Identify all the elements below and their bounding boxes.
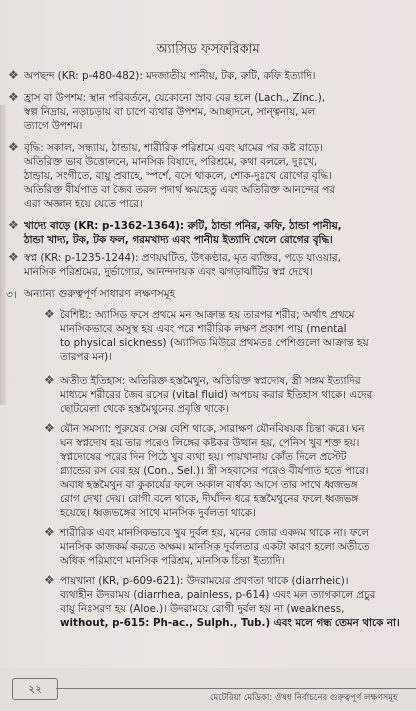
physical-line-1: শারীরিক এবং মানসিকভাবে খুব দুর্বল হয়, মনের জোর একদম থাকে না। ফলে: [60, 527, 369, 539]
bullet-icon: ❖: [44, 421, 55, 435]
stool-line-2: ব্যথাহীন উদরাময় (diarrhea, painless, p-614) এবং মল ত্যাগকালে প্রচুর: [60, 589, 376, 601]
bullet-icon: ❖: [44, 525, 55, 539]
amelioration-line-2: স্বল্প নিদ্রায়, নড়াচড়ায় বা চাপে ব্যথার উপশম, আচ্ছাদনে, সান্ত্বনায়, মল: [24, 106, 316, 118]
bullet-icon: ❖: [44, 573, 55, 587]
worse-line-3: ঠান্ডায়, সংগীতে, বায়ু প্রবাহে, স্পর্শে, বসে থাকলে, শোক-দুঃখে রোগের বৃদ্ধি।: [24, 170, 332, 182]
stool-line-4: without, p-615: Ph-ac., Sulph., Tub.) এবং মলে গন্ধ তেমন থাকে না।: [60, 617, 400, 629]
bullet-icon: ❖: [8, 218, 19, 232]
bullet-icon: ❖: [8, 140, 19, 154]
bullet-icon: ❖: [44, 373, 55, 387]
food-line-1: খাদ্যে বাড়ে (KR: p-1362-1364): রুটি, ঠান্ডা পনির, কফি, ঠান্ডা পানীয়,: [24, 220, 342, 232]
physical-line-2: মানসিক কাজকর্ম করতে অক্ষম। মানসিক দুর্বলতার একটা কারণ হলো অতীতে: [60, 541, 370, 553]
section-heading: অন্যান্য গুরুত্বপূর্ণ সাধারণ লক্ষণসমূহ: [24, 288, 176, 300]
footer-rule: [56, 688, 416, 689]
sexual-line-4: গ্ল্যান্ডের রস বের হয় (Con., Sel.)। স্ত্রী সহবাসের পরেও বীর্যপাত হতে পারে।: [60, 465, 369, 477]
bullet-icon: ❖: [44, 307, 55, 321]
worse-line-5: এরা অজ্ঞান হয়ে যেতে পারে।: [24, 198, 143, 210]
page-number: ২২: [12, 678, 58, 700]
sexual-line-2: ঘন স্বপ্নদোষ হয় তার পরেও লিঙ্গের কষ্টকর উত্থান হয়, পেনিস খুব শক্ত হয়।: [60, 437, 360, 449]
sexual-line-6: রোগ দেখা দেয়। রোগী বলে থাকে, দীর্ঘদিন ধরে হস্তমৈথুনের ফলে ধ্বজভঙ্গ: [60, 493, 359, 505]
sexual-line-7: হয়েছে। ধ্বজভঙ্গের সাথে মানসিক দুর্বলতা থাকে।: [60, 507, 256, 519]
history-line-1: অতীত ইতিহাস: অতিরিক্ত হস্তমৈথুন, অতিরিক্ত স্বপ্নদোষ, স্ত্রী সঙ্গম ইত্যাদির: [60, 375, 361, 387]
stool-line-3: বায়ু নিঃসরণ হয় (Aloe.)। উদরাময়ে রোগী দুর্বল হয় না (weakness,: [60, 603, 345, 615]
sexual-line-5: অবাধ হস্তমৈথুন বা কুকার্যের ফলে অকাল বার্ধক্য আসে তার সাথে ধ্বজভঙ্গ: [60, 479, 358, 491]
page-title: অ্যাসিড ফসফরিকাম: [156, 42, 260, 57]
speciality-line-1: বৈশিষ্ট্য: অ্যাসিড ফসে প্রথমে মন আক্রান্ত হয় তারপর শরীর; অর্থাৎ প্রথমে: [60, 309, 355, 321]
worse-line-4: অতিরিক্ত বীর্যপাত বা জৈব তরল পদার্থ ক্ষয়হেতু এবং অতিরিক্ত আনন্দের পর: [24, 184, 335, 196]
bullet-icon: ❖: [8, 250, 19, 264]
stool-line-1: পায়খানা (KR, p-609-621): উদরাময়ের প্রবণতা থাকে (diarrheic)।: [60, 575, 349, 587]
worse-line-2: অতিরিক্ত ভাব উত্তোলনে, মানসিক বিষাদে, পরিশ্রমে, কথা বললে, দুঃখে,: [24, 156, 318, 168]
amelioration-line-3: ত্যাগে উপশম।: [24, 120, 83, 132]
bullet-icon: ❖: [8, 68, 19, 82]
aggravation-line-1: অপছন্দ (KR: p-480-482): মদজাতীয় পানীয়, টক, রুটি, কফি ইত্যাদি।: [24, 70, 316, 82]
sexual-line-3: স্বপ্নদোষের পরের দিন পিঠে খুব ব্যথা হয়। পায়খানায় কোঁত দিলে প্রস্টেট: [60, 451, 347, 463]
speciality-line-2: মানসিকভাবে অসুস্থ হয় এবং পরে শারীরিক লক্ষণ প্রকাশ পায় (mental: [60, 323, 347, 335]
food-line-2: ঠান্ডা খাদ্য, টক, টক ফল, গরমখাদ্য এবং পানীয় ইত্যাদি খেলে রোগের বৃদ্ধি।: [24, 234, 333, 246]
history-line-2: মাধ্যমে শরীরের জৈব রসের (vital fluid) অপচয় করার ইতিহাস থাকে। এদের: [60, 389, 373, 401]
dream-line-2: মানসিক পরিশ্রমের, দুর্ভাগ্যের, আনন্দদায়ক এবং ঝগড়াঝাঁটির স্বপ্ন দেখে।: [24, 266, 313, 278]
speciality-line-4: তারপর মন)।: [60, 351, 112, 363]
physical-line-3: অধিক পরিমাণে মানসিক পরিশ্রম, মানসিক চিন্তা ইত্যাদি।: [60, 555, 285, 567]
worse-line-1: বৃদ্ধি: সকাল, সন্ধ্যায়, ঠান্ডায়, শারীরিক পরিশ্রমে এবং ঘামের পর কষ্ট বাড়ে।: [24, 142, 323, 154]
bullet-icon: ❖: [8, 90, 19, 104]
footer-text: মেটেরিয়া মেডিকা: ঔষধ নির্বাচনের গুরুত্বপূর্ণ লক্ষণসমূহ: [210, 693, 398, 703]
speciality-line-3: to physical sickness) (অ্যাসিড মিউরে প্রথমতঃ পেশিগুলো আক্রান্ত হয়: [60, 337, 369, 349]
history-line-3: ছোটবেলা থেকে হস্তমৈথুনের প্রবৃত্তি থাকে।: [60, 403, 229, 415]
amelioration-line-1: হ্রাস বা উপশম: স্থান পরিবর্তনে, যেকোনো স্রাব বের হলে (Lach., Zinc.),: [24, 92, 325, 104]
dream-line-1: স্বপ্ন (KR: p-1235-1244): প্রণয়ঘটিত, উৎকণ্ঠার, মৃত ব্যক্তির, পড়ে যাওয়ার,: [24, 252, 341, 264]
page-fold-shadow: [0, 105, 6, 405]
sexual-line-1: যৌন সমস্যা: পুরুষের সেক্স বেশি থাকে, সারাক্ষণ যৌনবিষয়ক চিন্তা করে। ঘন: [60, 423, 365, 435]
section-number: ৩।: [6, 289, 17, 301]
